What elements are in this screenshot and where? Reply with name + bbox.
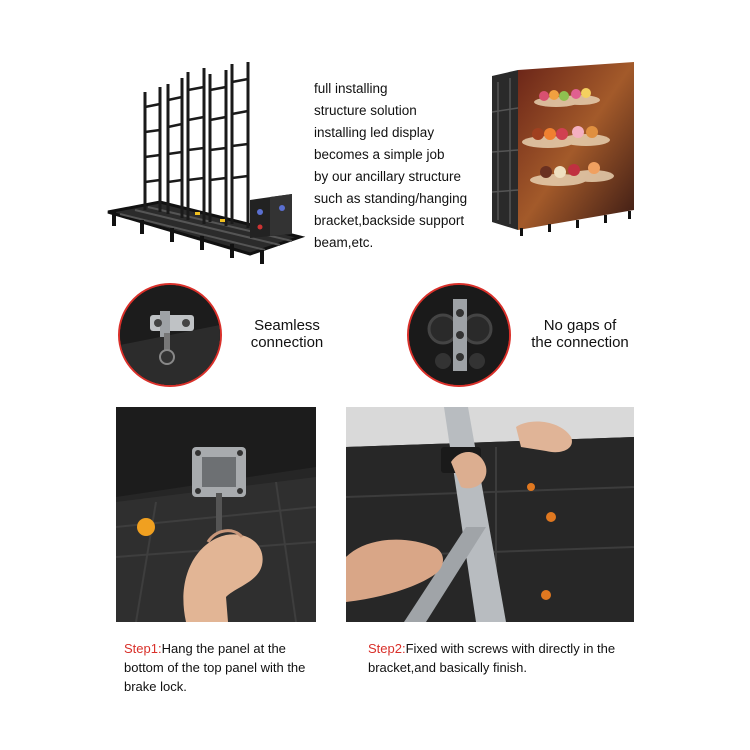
step1-description: [124, 639, 324, 696]
caption-line: the connection: [531, 334, 629, 351]
no-gaps-detail-circle: [407, 283, 511, 387]
step1-text: Hang the panel at the bottom of the top panel with the brake lock.: [124, 641, 306, 694]
intro-line: bracket,backside support: [314, 213, 465, 228]
step2-photo: [346, 407, 634, 622]
step2-text: Fixed with screws with directly in the bracket,and basically finish.: [368, 641, 616, 675]
no-gaps-caption: [520, 317, 640, 351]
caption-line: No gaps of: [543, 317, 617, 334]
intro-paragraph: [314, 78, 504, 254]
intro-line: by our ancillary structure: [314, 169, 462, 184]
step2-description: [368, 639, 638, 677]
intro-line: structure solution: [314, 103, 417, 118]
intro-line: full installing: [314, 81, 388, 96]
screw-fixing-photo: [346, 407, 634, 622]
seamless-connection-closeup: [120, 285, 220, 385]
frame-structure-image: [100, 62, 310, 267]
intro-line: such as standing/hanging: [314, 191, 468, 206]
step1-label: Step1:: [124, 641, 162, 656]
led-display-photo: [488, 62, 634, 240]
seamless-connection-caption: [232, 317, 342, 351]
step1-photo: [116, 407, 316, 622]
step2-label: Step2:: [368, 641, 406, 656]
no-gaps-connection-closeup: [409, 285, 509, 385]
caption-line: connection: [250, 334, 324, 351]
brake-lock-hand-photo: [116, 407, 316, 622]
intro-line: beam,etc.: [314, 235, 374, 250]
intro-line: becomes a simple job: [314, 147, 445, 162]
caption-line: Seamless: [254, 317, 320, 334]
intro-line: installing led display: [314, 125, 435, 140]
seamless-detail-circle: [118, 283, 222, 387]
